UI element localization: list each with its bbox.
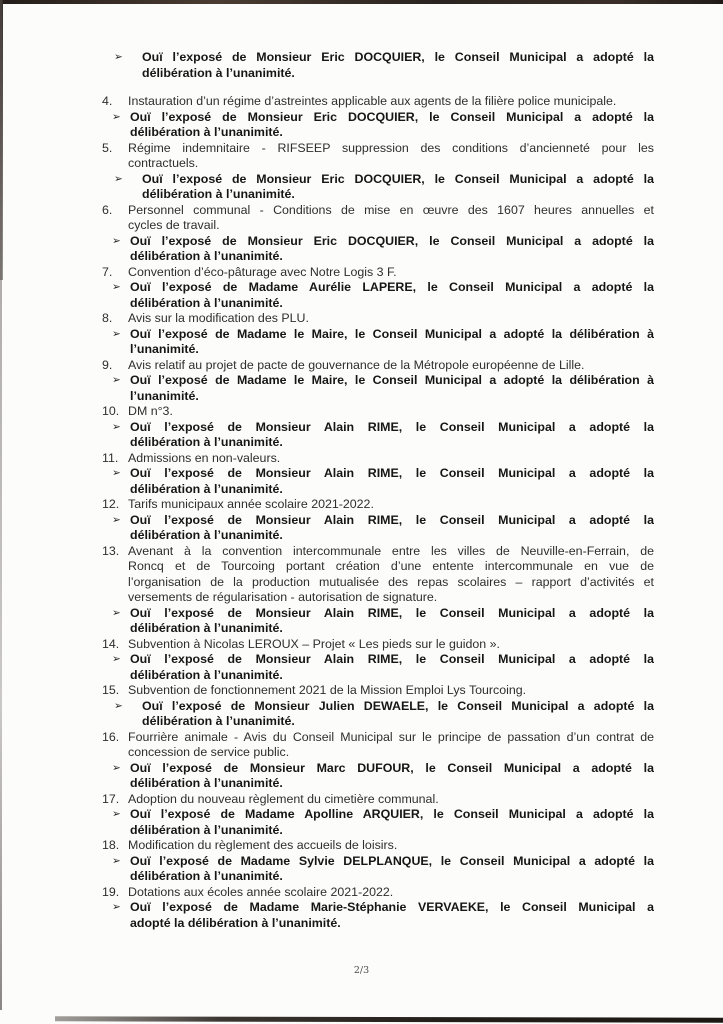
resolution-line: délibération à l’unanimité. (130, 249, 283, 263)
resolution (102, 699, 654, 730)
resolution-text (142, 50, 654, 81)
agenda-item-heading (102, 265, 654, 281)
item-text (128, 792, 654, 808)
resolution-text (130, 234, 654, 265)
item-text-line: l’organisation de la production mutualisée des repas scolaires – rapport d’activités et (128, 574, 654, 589)
resolution-line: Ouï l’exposé de Monsieur Eric DOCQUIER, le Conseil Municipal a adopté la (142, 50, 654, 64)
resolution (102, 761, 654, 792)
resolution (102, 513, 654, 544)
resolution-line: délibération à l’unanimité. (130, 621, 283, 635)
item-text (128, 265, 654, 281)
resolution-text (130, 807, 654, 838)
item-number: 18. (102, 838, 120, 852)
agenda-item-heading (102, 792, 654, 808)
agenda-item-heading (102, 94, 654, 110)
agenda-item (102, 683, 654, 730)
arrow-bullet-icon: ➢ (112, 234, 121, 247)
item-text-line: Dotations aux écoles année scolaire 2021-2022. (128, 884, 394, 899)
agenda-item (102, 141, 654, 203)
item-number: 16. (102, 729, 120, 744)
arrow-bullet-icon: ➢ (114, 172, 123, 185)
item-text-line: Avenant à la convention intercommunale entre les villes de Neuville-en-Ferrain, de (128, 543, 654, 558)
item-text-line: cycles de travail. (128, 218, 220, 232)
resolution-text (130, 606, 654, 637)
item-text-line: Subvention de fonctionnement 2021 de la Mission Emploi Lys Tourcoing. (128, 683, 527, 697)
item-text (128, 404, 654, 420)
resolution-line: Ouï l’exposé de Monsieur Alain RIME, le Conseil Municipal a adopté la (130, 652, 654, 666)
agenda-item (102, 885, 654, 932)
agenda-item (102, 637, 654, 684)
item-text-line: Subvention à Nicolas LEROUX – Projet « Les pieds sur le guidon ». (128, 636, 500, 651)
resolution-text (130, 513, 654, 544)
agenda-item (102, 404, 654, 451)
resolution-text (130, 900, 654, 931)
resolution-line: délibération à l’unanimité. (130, 481, 283, 496)
resolution-line: Ouï l’exposé de Monsieur Eric DOCQUIER, le Conseil Municipal a adopté la (142, 171, 654, 186)
agenda-item-heading (102, 838, 654, 854)
item-text (128, 683, 654, 699)
resolution-text (130, 280, 654, 311)
resolution-line: Ouï l’exposé de Monsieur Alain RIME, le Conseil Municipal a adopté la (130, 512, 654, 527)
resolution-line: délibération à l’unanimité. (130, 822, 283, 837)
resolution-line: délibération à l’unanimité. (130, 125, 283, 139)
item-text (128, 637, 654, 653)
resolution (102, 50, 654, 81)
item-text (128, 730, 654, 761)
resolution-line: délibération à l’unanimité. (130, 295, 283, 310)
resolution-line: délibération à l’unanimité. (130, 776, 283, 790)
resolution (102, 854, 654, 885)
resolution-text (130, 327, 654, 358)
item-text-line: Roncq et de Tourcoing portant création d’une entente intercommunale en vue de (128, 559, 654, 573)
resolution-text (130, 854, 654, 885)
resolution-line: Ouï l’exposé de Madame Apolline ARQUIER, le Conseil Municipal a adopté la (130, 807, 654, 821)
resolution-line: adopté la délibération à l’unanimité. (130, 915, 341, 930)
item-number: 10. (102, 404, 120, 418)
arrow-bullet-icon: ➢ (112, 901, 121, 913)
item-number: 7. (102, 264, 113, 279)
resolution-line: Ouï l’exposé de Madame Marie-Stéphanie VERVAEKE, le Conseil Municipal a (130, 900, 654, 914)
resolution (102, 652, 654, 683)
scan-edge-top (0, 0, 723, 4)
item-text-line: contractuels. (128, 156, 199, 170)
item-text (128, 885, 654, 901)
resolution (102, 420, 654, 451)
agenda-item-heading (102, 404, 654, 420)
item-text-line: Adoption du nouveau règlement du cimetière communal. (128, 791, 439, 806)
resolution-line: l’unanimité. (130, 342, 199, 356)
item-text (128, 838, 654, 854)
resolution-text (130, 420, 654, 451)
item-number: 8. (102, 311, 113, 325)
item-text-line: Personnel communal - Conditions de mise en œuvre des 1607 heures annuelles et (128, 202, 654, 217)
resolution-line: délibération à l’unanimité. (142, 714, 295, 728)
item-text (128, 141, 654, 172)
item-number: 11. (102, 450, 119, 465)
resolution-line: Ouï l’exposé de Madame Aurélie LAPERE, le Conseil Municipal a adopté la (130, 280, 654, 294)
item-text-line: Tarifs municipaux année scolaire 2021-2022. (128, 497, 374, 511)
document-content (102, 50, 654, 931)
agenda-item-heading (102, 451, 654, 467)
item-number: 6. (102, 202, 113, 217)
item-text-line: Convention d’éco-pâturage avec Notre Logis 3 F. (128, 264, 397, 279)
item-number: 19. (102, 884, 120, 899)
resolution-line: délibération à l’unanimité. (142, 65, 295, 80)
arrow-bullet-icon: ➢ (112, 110, 121, 123)
resolution-line: Ouï l’exposé de Monsieur Marc DUFOUR, le Conseil Municipal a adopté la (130, 760, 654, 775)
resolution (102, 466, 654, 497)
resolution-line: Ouï l’exposé de Madame le Maire, le Conseil Municipal a adopté la délibération à (130, 326, 654, 341)
agenda-item-heading (102, 683, 654, 699)
resolution-line: délibération à l’unanimité. (130, 667, 283, 682)
item-text (128, 451, 654, 467)
item-text-line: versements de régularisation - autorisation de signature. (128, 590, 438, 604)
item-text-line: concession de service public. (128, 745, 290, 759)
agenda-item (102, 792, 654, 839)
agenda-item-heading (102, 203, 654, 234)
item-text-line: DM n°3. (128, 404, 173, 418)
agenda-item (102, 311, 654, 358)
item-number: 13. (102, 543, 120, 558)
scan-edge-left-hairline (0, 0, 2, 1010)
arrow-bullet-icon: ➢ (112, 808, 121, 820)
agenda-item-heading (102, 637, 654, 653)
agenda-item (102, 265, 654, 312)
item-number: 5. (102, 140, 113, 155)
agenda-item (102, 94, 654, 141)
resolution (102, 900, 654, 931)
arrow-bullet-icon: ➢ (112, 854, 121, 867)
arrow-bullet-icon: ➢ (112, 327, 121, 340)
item-text-line: Instauration d’un régime d’astreintes applicable aux agents de la filière police municipale. (128, 94, 617, 108)
agenda-item (102, 838, 654, 885)
resolution-line: Ouï l’exposé de Monsieur Alain RIME, le Conseil Municipal a adopté la (130, 466, 654, 480)
page-number: 2/3 (353, 965, 370, 976)
resolution (102, 172, 654, 203)
item-text-line: Modification du règlement des accueils de loisirs. (128, 838, 398, 852)
item-text (128, 358, 654, 374)
arrow-bullet-icon: ➢ (114, 699, 123, 712)
item-number: 12. (102, 497, 120, 511)
item-text (128, 544, 654, 606)
agenda-item-heading (102, 311, 654, 327)
item-text (128, 94, 654, 110)
resolution-text (130, 373, 654, 404)
agenda-item (102, 358, 654, 405)
resolution (102, 373, 654, 404)
agenda-item (102, 203, 654, 265)
arrow-bullet-icon: ➢ (112, 761, 121, 774)
resolution (102, 110, 654, 141)
scan-edge-bottom (55, 1016, 723, 1022)
arrow-bullet-icon: ➢ (112, 653, 121, 665)
arrow-bullet-icon: ➢ (114, 51, 123, 63)
resolution (102, 234, 654, 265)
resolution-line: Ouï l’exposé de Monsieur Julien DEWAELE, le Conseil Municipal a adopté la (142, 698, 654, 713)
item-number: 4. (102, 94, 113, 108)
resolution-text (142, 172, 654, 203)
resolution (102, 606, 654, 637)
item-text (128, 203, 654, 234)
agenda-item-heading (102, 885, 654, 901)
agenda-item-heading (102, 141, 654, 172)
resolution-line: Ouï l’exposé de Monsieur Eric DOCQUIER, le Conseil Municipal a adopté la (130, 109, 654, 124)
resolution (102, 327, 654, 358)
resolution-line: délibération à l’unanimité. (130, 869, 283, 883)
agenda-item-heading (102, 358, 654, 374)
item-text-line: Fourrière animale - Avis du Conseil Municipal sur le principe de passation d’un contrat de (128, 729, 654, 744)
item-text-line: Régime indemnitaire - RIFSEEP suppression des conditions d’ancienneté pour les (128, 140, 654, 155)
item-number: 14. (102, 636, 120, 651)
resolution-line: l’unanimité. (130, 388, 199, 403)
arrow-bullet-icon: ➢ (112, 513, 121, 526)
agenda-item (102, 497, 654, 544)
item-text-line: Admissions en non-valeurs. (128, 450, 281, 465)
resolution-line: Ouï l’exposé de Monsieur Alain RIME, le Conseil Municipal a adopté la (130, 605, 654, 620)
agenda-item (102, 544, 654, 637)
arrow-bullet-icon: ➢ (112, 467, 121, 479)
resolution-line: Ouï l’exposé de Monsieur Eric DOCQUIER, le Conseil Municipal a adopté la (130, 233, 654, 248)
agenda-item-heading (102, 497, 654, 513)
resolution-line: Ouï l’exposé de Monsieur Alain RIME, le Conseil Municipal a adopté la (130, 419, 654, 434)
resolution-text (130, 761, 654, 792)
item-number: 17. (102, 791, 120, 806)
item-text-line: Avis relatif au projet de pacte de gouvernance de la Métropole européenne de Lille. (128, 357, 585, 372)
resolution-line: Ouï l’exposé de Madame Sylvie DELPLANQUE, le Conseil Municipal a adopté la (130, 853, 654, 868)
agenda-item-heading (102, 730, 654, 761)
arrow-bullet-icon: ➢ (112, 281, 121, 293)
arrow-bullet-icon: ➢ (112, 374, 121, 386)
resolution-text (130, 110, 654, 141)
agenda-item (102, 730, 654, 792)
item-text (128, 497, 654, 513)
item-number: 9. (102, 357, 113, 372)
item-text (128, 311, 654, 327)
resolution (102, 807, 654, 838)
item-number: 15. (102, 683, 120, 697)
resolution-text (142, 699, 654, 730)
arrow-bullet-icon: ➢ (112, 420, 121, 433)
arrow-bullet-icon: ➢ (112, 606, 121, 619)
resolution-line: Ouï l’exposé de Madame le Maire, le Conseil Municipal a adopté la délibération à (130, 373, 654, 387)
resolution-line: délibération à l’unanimité. (142, 187, 295, 201)
resolution-line: délibération à l’unanimité. (130, 528, 283, 542)
resolution-text (130, 466, 654, 497)
resolution-text (130, 652, 654, 683)
resolution (102, 280, 654, 311)
agenda-item-heading (102, 544, 654, 606)
agenda-item (102, 451, 654, 498)
resolution-line: délibération à l’unanimité. (130, 435, 283, 449)
item-text-line: Avis sur la modification des PLU. (128, 311, 309, 325)
